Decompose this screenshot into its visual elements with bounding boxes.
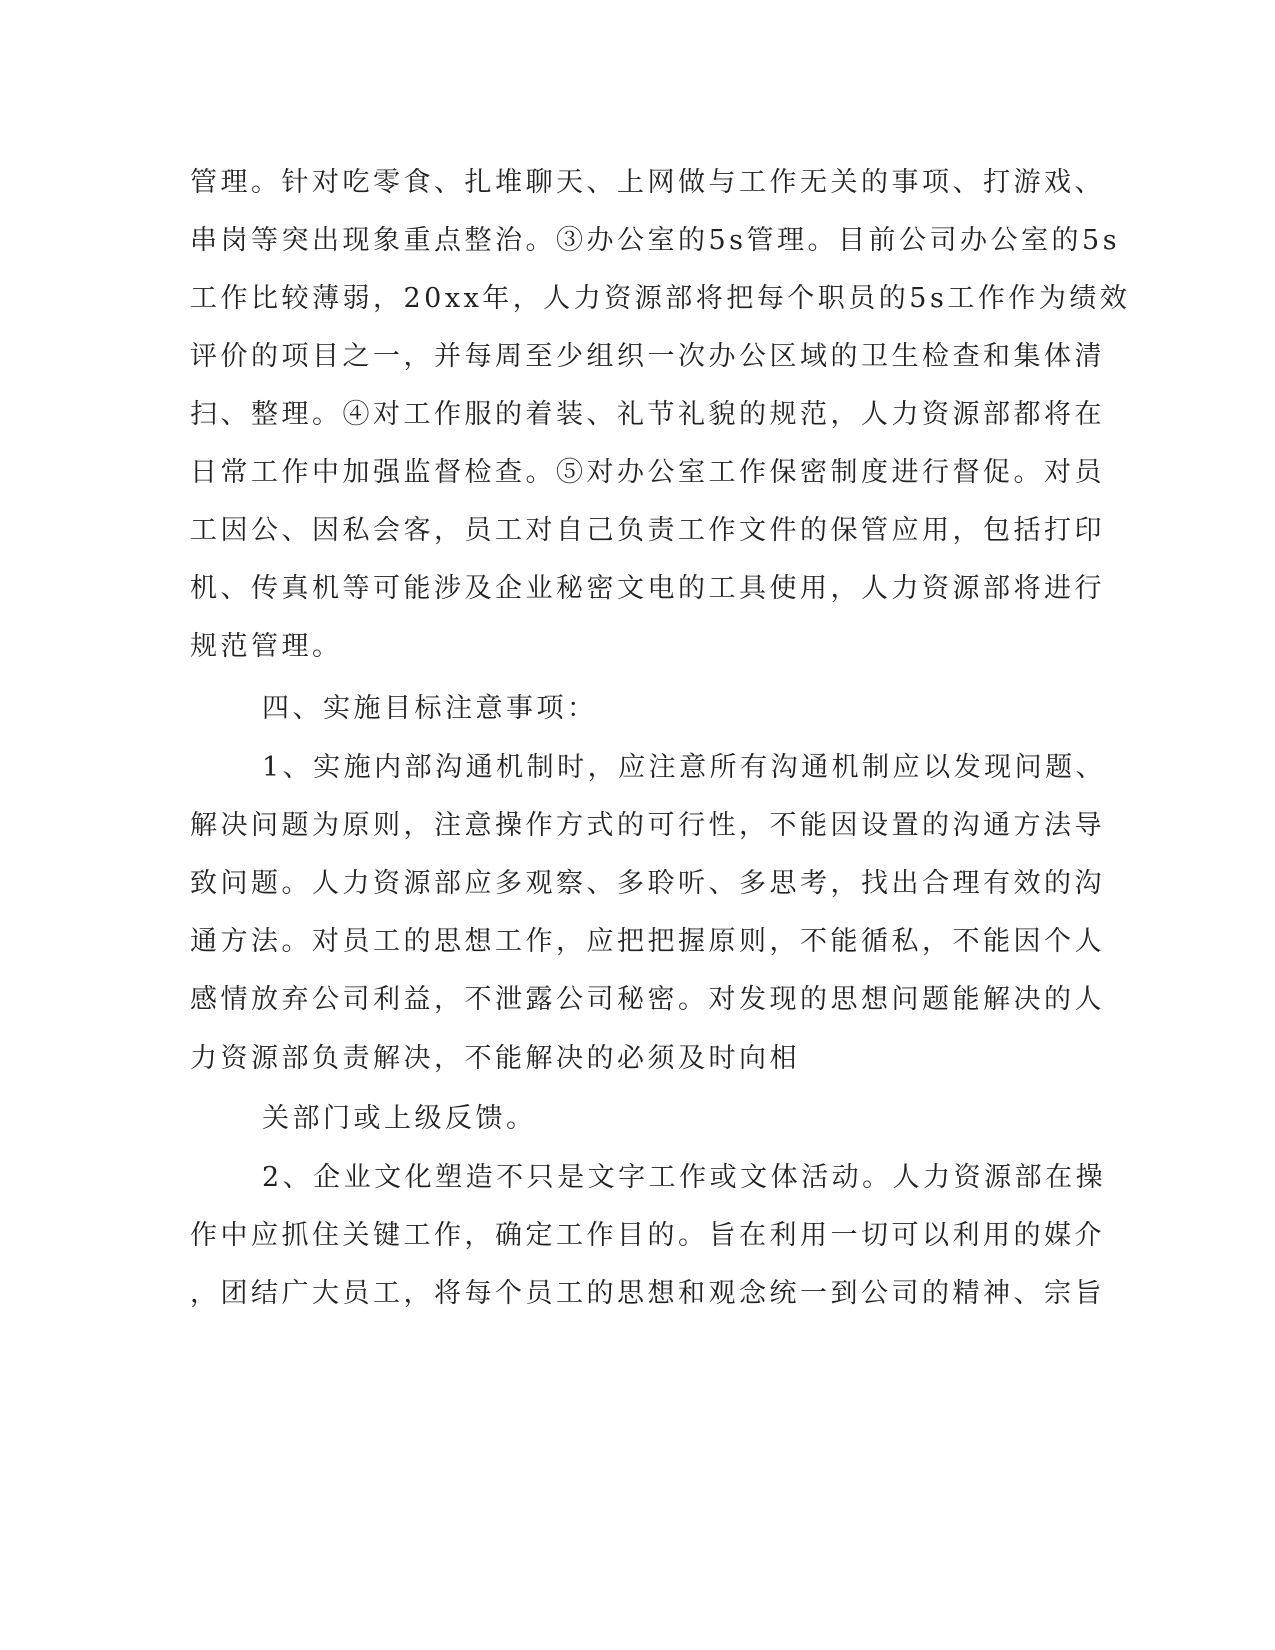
text-line: 工因公、因私会客，员工对自己负责工作文件的保管应用，包括打印 <box>190 515 1105 546</box>
section-heading: 四、实施目标注意事项： <box>262 693 598 724</box>
text-line: 扫、整理。④对工作服的着装、礼节礼貌的规范，人力资源部都将在 <box>190 399 1105 430</box>
text-line: 2、企业文化塑造不只是文字工作或文体活动。人力资源部在操 <box>262 1162 1107 1193</box>
text-line: 解决问题为原则，注意操作方式的可行性，不能因设置的沟通方法导 <box>190 810 1105 841</box>
text-line: 串岗等突出现象重点整治。③办公室的5s管理。目前公司办公室的5s <box>190 225 1121 256</box>
text-line: ，团结广大员工，将每个员工的思想和观念统一到公司的精神、宗旨 <box>190 1278 1105 1309</box>
text-line: 评价的项目之一，并每周至少组织一次办公区域的卫生检查和集体清 <box>190 341 1105 372</box>
text-line: 1、实施内部沟通机制时，应注意所有沟通机制应以发现问题、 <box>262 752 1107 783</box>
text-line: 日常工作中加强监督检查。⑤对办公室工作保密制度进行督促。对员 <box>190 457 1105 488</box>
text-line: 工作比较薄弱，20xx年，人力资源部将把每个职员的5s工作作为绩效 <box>190 283 1131 314</box>
text-line: 致问题。人力资源部应多观察、多聆听、多思考，找出合理有效的沟 <box>190 868 1105 899</box>
text-line: 管理。针对吃零食、扎堆聊天、上网做与工作无关的事项、打游戏、 <box>190 167 1105 198</box>
text-line: 关部门或上级反馈。 <box>262 1103 537 1134</box>
text-line: 作中应抓住关键工作，确定工作目的。旨在利用一切可以利用的媒介 <box>190 1220 1105 1251</box>
text-line: 机、传真机等可能涉及企业秘密文电的工具使用，人力资源部将进行 <box>190 573 1105 604</box>
text-line: 感情放弃公司利益，不泄露公司秘密。对发现的思想问题能解决的人 <box>190 984 1105 1015</box>
text-line: 力资源部负责解决，不能解决的必须及时向相 <box>190 1043 800 1074</box>
text-line: 通方法。对员工的思想工作，应把把握原则，不能循私，不能因个人 <box>190 926 1105 957</box>
text-line: 规范管理。 <box>190 631 343 662</box>
